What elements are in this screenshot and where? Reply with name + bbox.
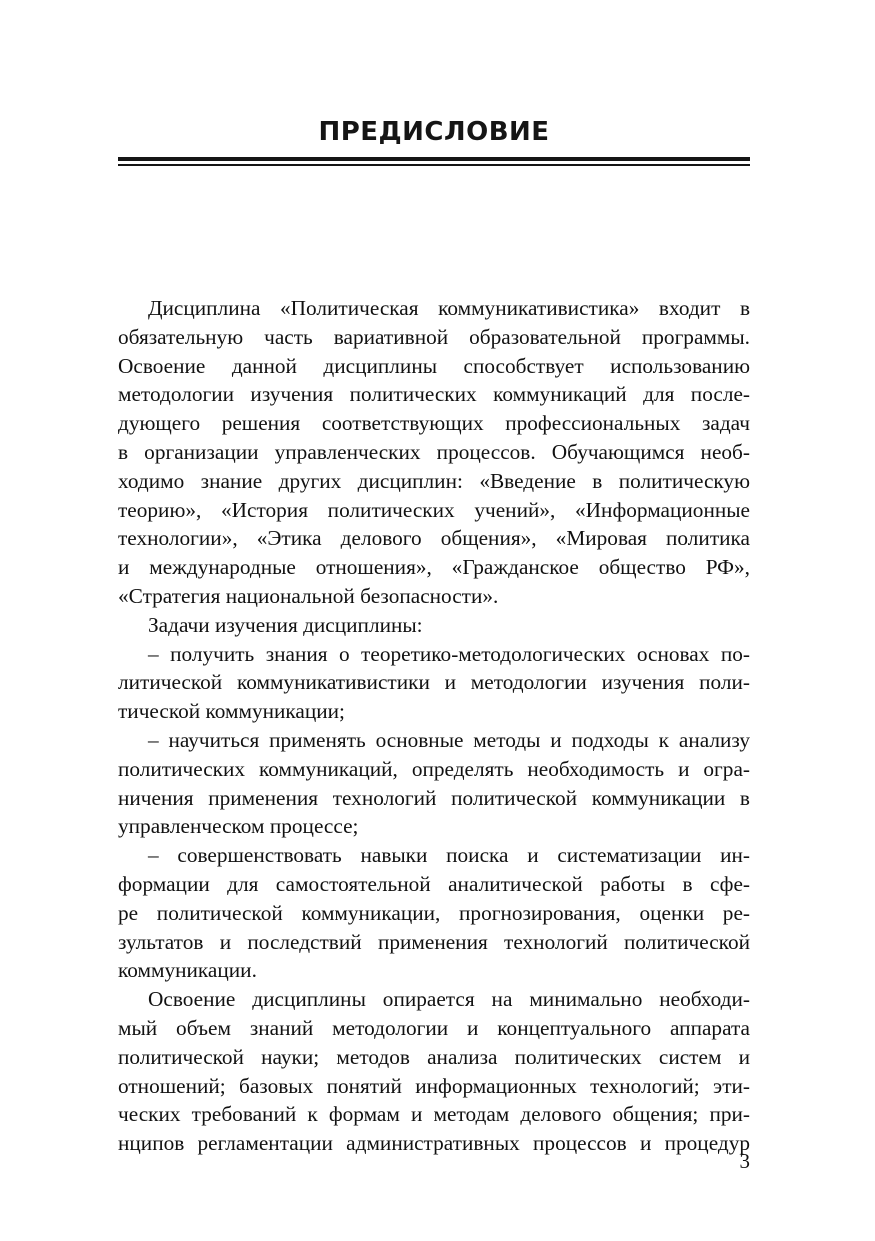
text-line: литической коммуникативистики и методологии изучения поли- [118,670,750,695]
title-rule-thick [118,157,750,161]
text-line: формации для самостоятельной аналитической работы в сфе- [118,871,750,896]
text-line: обязательную часть вариативной образовательной программы. [118,324,750,349]
text-line: Дисциплина «Политическая коммуникативистика» входит в [148,296,750,320]
text-line: мый объем знаний методологии и концептуального аппарата [118,1015,750,1040]
text-line: «Стратегия национальной безопасности». [118,583,499,608]
page-title: ПРЕДИСЛОВИЕ [318,117,550,147]
paragraph [118,640,750,726]
text-line: тической коммуникации; [118,699,345,724]
text-line: – получить знания о теоретико-методологических основах по- [148,641,750,666]
text-line: ничения применения технологий политической коммуникации в [118,785,750,810]
title-rule-thin [118,164,750,166]
paragraph [118,294,750,611]
text-line: ходимо знание других дисциплин: «Введение в политическую [118,468,750,493]
text-line: в организации управленческих процессов. Обучающимся необ- [118,439,750,464]
text-line: Освоение данной дисциплины способствует использованию [118,353,750,378]
text-line: Освоение дисциплины опирается на минимально необходи- [148,987,750,1012]
text-line: дующего решения соответствующих профессиональных задач [118,411,750,436]
text-line: политической науки; методов анализа политических систем и [118,1044,750,1069]
paragraph [118,726,750,841]
text-line: управленческом процессе; [118,814,359,839]
paragraph [118,841,750,985]
text-line: Задачи изучения дисциплины: [148,612,423,637]
text-line: технологии», «Этика делового общения», «Мировая политика [118,526,750,551]
text-line: – научиться применять основные методы и подходы к анализу [148,727,750,752]
paragraph [118,611,750,640]
text-line: и международные отношения», «Гражданское общество РФ», [118,555,750,580]
body-text [118,294,750,1158]
text-line: ческих требований к формам и методам делового общения; при- [118,1102,750,1127]
page-number: 3 [739,1149,750,1173]
text-line: коммуникации. [118,958,257,983]
text-line: зультатов и последствий применения технологий политической [118,929,750,954]
text-line: нципов регламентации административных процессов и процедур [118,1131,750,1156]
text-line: теорию», «История политических учений», «Информационные [118,497,750,522]
text-line: методологии изучения политических коммуникаций для после- [118,382,750,407]
text-line: отношений; базовых понятий информационных технологий; эти- [118,1073,750,1098]
text-line: ре политической коммуникации, прогнозирования, оценки ре- [118,900,750,925]
text-line: – совершенствовать навыки поиска и систематизации ин- [148,843,750,868]
paragraph [118,985,750,1158]
text-line: политических коммуникаций, определять необходимость и огра- [118,756,750,781]
